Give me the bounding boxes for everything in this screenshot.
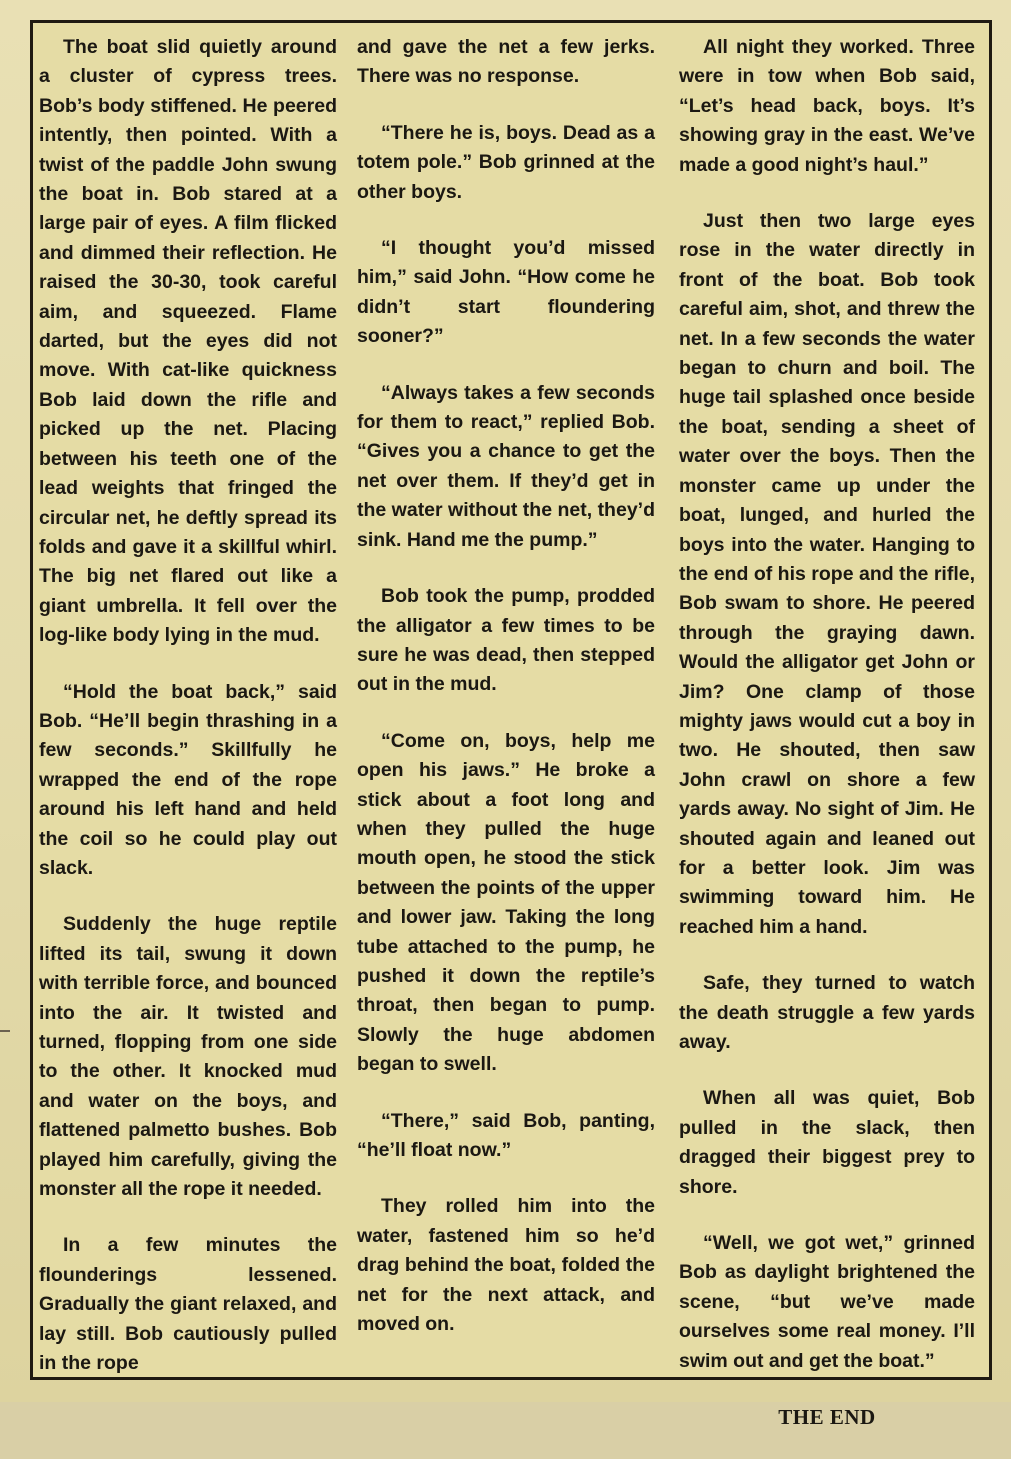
text-panel <box>30 20 992 1430</box>
paragraph: Suddenly the huge reptile lifted its tail, swung it down with terrible force, and bounced into the air. It twisted and turned, flopping from one side to the other. It knocked mud and water on the boys, and flattened palmetto bushes. Bob played him carefully, giving the monster all the rope it needed. <box>39 913 337 1201</box>
paragraph: All night they worked. Three were in tow when Bob said, “Let’s head back, boys. It’s showing gray in the east. We’ve made a good night’s haul.” <box>679 36 975 176</box>
paragraph: Just then two large eyes rose in the water directly in front of the boat. Bob took careful aim, shot, and threw the net. In a few seconds the water began to churn and boil. The huge tail splashed once beside the boat, sending a sheet of water over the boys. Then the monster came up under the boat, lunged, and hurled the boys into the water. Hanging to the end of his rope and the rifle, Bob swam to shore. He peered through the graying dawn. Would the alligator get John or Jim? One clamp of those mighty jaws would cut a boy in two. He shouted, then saw John crawl on shore a few yards away. No sight of Jim. He shouted again and leaned out for a better look. Jim was swimming toward him. He reached him a hand. <box>679 210 975 938</box>
paragraph: In a few minutes the flounderings lessened. Gradually the giant relaxed, and lay still. Bob cautiously pulled in the rope <box>39 1234 337 1375</box>
paragraph: The boat slid quietly around a cluster of cypress trees. Bob’s body stiffened. He peered intently, then pointed. With a twist of the paddle John swung the boat in. Bob stared at a large pair of eyes. A film flicked and dimmed their reflection. He raised the 30-30, took careful aim, and squeezed. Flame darted, but the eyes did not move. With cat-like quickness Bob laid down the rifle and picked up the net. Placing between his teeth one of the lead weights that fringed the circular net, he deftly spread its folds and gave it a skillful whirl. The big net flared out like a giant umbrella. It fell over the log-like body lying in the mud. <box>39 36 337 647</box>
paragraph: “There he is, boys. Dead as a totem pole.” Bob grinned at the other boys. <box>357 121 655 203</box>
paragraph: “There,” said Bob, panting, “he’ll float now.” <box>357 1109 655 1161</box>
paragraph: Safe, they turned to watch the death struggle a few yards away. <box>679 972 975 1053</box>
paragraph: “I thought you’d missed him,” said John. “How come he didn’t start floundering sooner?” <box>357 237 655 348</box>
paragraph: “Always takes a few seconds for them to react,” replied Bob. “Gives you a chance to get the net over them. If they’d get in the water without the net, they’d sink. Hand me the pump.” <box>357 381 655 551</box>
paragraph: “Hold the boat back,” said Bob. “He’ll begin thrashing in a few seconds.” Skillfully he wrapped the end of the rope around his left hand and held the coil so he could play out slack. <box>39 680 337 879</box>
paragraph: “Come on, boys, help me open his jaws.” He broke a stick about a foot long and when they pulled the huge mouth open, he stood the stick between the points of the upper and lower jaw. Taking the long tube attached to the pump, he pushed it down the reptile’s throat, then began to pump. Slowly the huge abdomen began to swell. <box>357 729 655 1076</box>
paragraph: Bob took the pump, prodded the alligator a few times to be sure he was dead, then stepped out in the mud. <box>357 585 655 696</box>
the-end-label: THE END <box>778 1405 876 1430</box>
edge-mark <box>0 1030 10 1032</box>
paragraph: and gave the net a few jerks. There was no response. <box>357 36 655 88</box>
column-3 <box>679 33 975 1459</box>
paragraph: When all was quiet, Bob pulled in the slack, then dragged their biggest prey to shore. <box>679 1087 975 1198</box>
column-1 <box>39 33 337 1405</box>
column-2 <box>357 33 655 1366</box>
paragraph: “Well, we got wet,” grinned Bob as daylight brightened the scene, “but we’ve made ourselves some real money. I’ll swim out and get the boat.” <box>679 1232 975 1372</box>
paragraph: They rolled him into the water, fastened him so he’d drag behind the boat, folded the net for the next attack, and moved on. <box>357 1195 655 1336</box>
